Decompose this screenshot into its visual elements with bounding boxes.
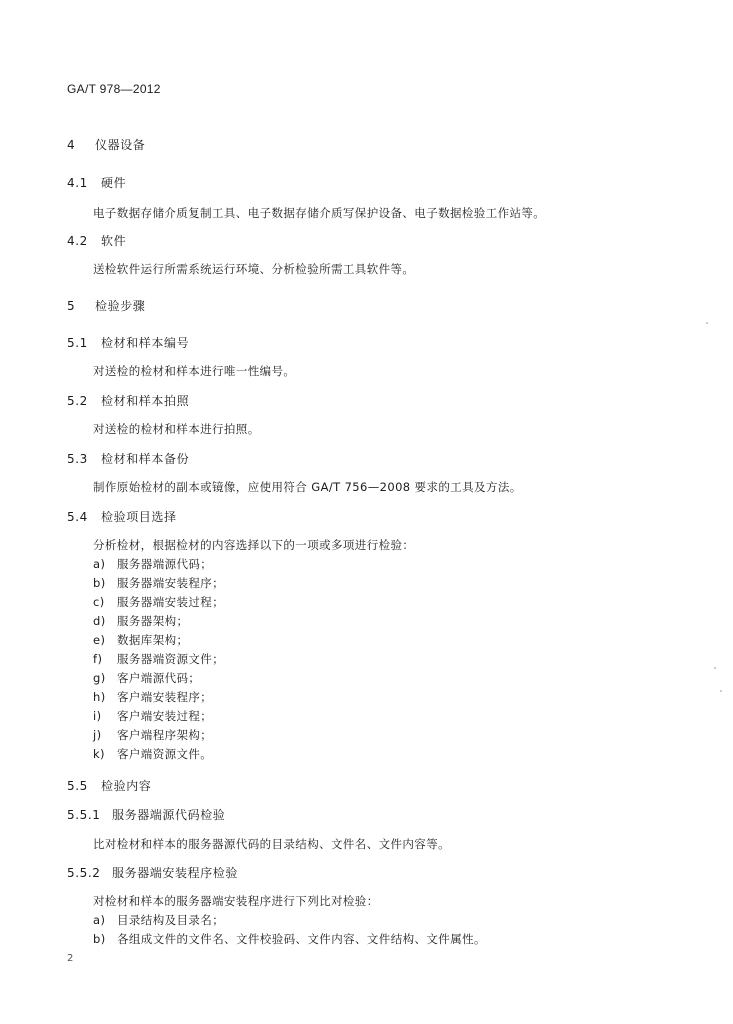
subsubsection-number: 5.5.1 bbox=[67, 808, 101, 822]
subsection-title: 检材和样本编号 bbox=[101, 336, 190, 350]
list-item-text: 数据库架构； bbox=[117, 633, 189, 647]
list-item bbox=[93, 556, 212, 572]
list-item-text: 各组成文件的文件名、文件校验码、文件内容、文件结构、文件属性。 bbox=[117, 932, 486, 946]
subsection-heading bbox=[67, 777, 151, 794]
list-item-text: 客户端程序架构； bbox=[117, 728, 213, 742]
list-item bbox=[93, 632, 188, 648]
paragraph: 分析检材，根据检材的内容选择以下的一项或多项进行检验： bbox=[93, 538, 415, 552]
list-item-marker: e) bbox=[93, 633, 106, 647]
list-item-marker: b) bbox=[93, 576, 106, 590]
list-item-marker: d) bbox=[93, 614, 106, 628]
list-item bbox=[93, 931, 486, 947]
list-item-text: 服务器端安装程序； bbox=[117, 576, 225, 590]
paragraph: 送检软件运行所需系统运行环境、分析检验所需工具软件等。 bbox=[93, 262, 415, 276]
scan-speck bbox=[720, 690, 722, 692]
list-item-text: 客户端安装过程； bbox=[117, 709, 213, 723]
subsubsection-number: 5.5.2 bbox=[67, 866, 101, 880]
list-item-text: 服务器端资源文件； bbox=[117, 652, 225, 666]
list-item bbox=[93, 708, 212, 724]
subsection-heading bbox=[67, 392, 189, 409]
list-item bbox=[93, 670, 200, 686]
subsubsection-title: 服务器端源代码检验 bbox=[112, 808, 226, 822]
section-heading bbox=[67, 297, 145, 314]
list-item bbox=[93, 689, 212, 705]
paragraph: 制作原始检材的副本或镜像，应使用符合 GA/T 756—2008 要求的工具及方法。 bbox=[93, 480, 522, 494]
list-item-marker: a) bbox=[93, 557, 106, 571]
scan-speck bbox=[714, 667, 716, 669]
subsection-heading bbox=[67, 450, 189, 467]
list-item-text: 服务器端安装过程； bbox=[117, 595, 225, 609]
paragraph: 对送检的检材和样本进行唯一性编号。 bbox=[93, 364, 296, 378]
section-number: 4 bbox=[67, 138, 76, 152]
list-item bbox=[93, 746, 212, 762]
list-item-text: 客户端安装程序； bbox=[117, 690, 213, 704]
list-item bbox=[93, 912, 224, 928]
subsection-number: 5.5 bbox=[67, 779, 88, 793]
standard-code: GA/T 978—2012 bbox=[67, 82, 161, 96]
list-item bbox=[93, 594, 224, 610]
list-item bbox=[93, 651, 224, 667]
subsection-title: 检材和样本拍照 bbox=[101, 394, 190, 408]
list-item-text: 客户端资源文件。 bbox=[117, 747, 213, 761]
subsection-title: 检验内容 bbox=[101, 779, 152, 793]
list-item bbox=[93, 575, 224, 591]
subsection-number: 5.4 bbox=[67, 510, 88, 524]
list-item-marker: a) bbox=[93, 913, 106, 927]
list-item bbox=[93, 727, 212, 743]
section-heading bbox=[67, 136, 145, 153]
list-item bbox=[93, 613, 188, 629]
subsection-heading bbox=[67, 334, 189, 351]
section-title: 检验步骤 bbox=[95, 299, 146, 313]
list-item-marker: g) bbox=[93, 671, 106, 685]
list-item-text: 服务器端源代码； bbox=[117, 557, 213, 571]
subsubsection-heading bbox=[67, 864, 238, 881]
subsection-heading bbox=[67, 232, 126, 249]
section-number: 5 bbox=[67, 299, 76, 313]
subsubsection-title: 服务器端安装程序检验 bbox=[112, 866, 239, 880]
paragraph: 对送检的检材和样本进行拍照。 bbox=[93, 422, 260, 436]
subsection-number: 4.1 bbox=[67, 176, 88, 190]
section-title: 仪器设备 bbox=[95, 138, 146, 152]
subsection-number: 4.2 bbox=[67, 234, 88, 248]
subsection-heading bbox=[67, 174, 126, 191]
list-item-text: 目录结构及目录名； bbox=[117, 913, 225, 927]
subsection-title: 检验项目选择 bbox=[101, 510, 177, 524]
subsection-title: 软件 bbox=[101, 234, 127, 248]
subsection-heading bbox=[67, 508, 177, 525]
list-item-marker: f) bbox=[93, 652, 103, 666]
list-item-text: 客户端源代码； bbox=[117, 671, 201, 685]
subsection-number: 5.1 bbox=[67, 336, 88, 350]
scan-speck bbox=[706, 322, 708, 324]
list-item-marker: k) bbox=[93, 747, 105, 761]
list-item-marker: b) bbox=[93, 932, 106, 946]
subsubsection-heading bbox=[67, 806, 225, 823]
paragraph: 对检材和样本的服务器端安装程序进行下列比对检验： bbox=[93, 894, 379, 908]
subsection-title: 检材和样本备份 bbox=[101, 452, 190, 466]
subsection-number: 5.3 bbox=[67, 452, 88, 466]
list-item-marker: i) bbox=[93, 709, 102, 723]
list-item-marker: h) bbox=[93, 690, 106, 704]
subsection-title: 硬件 bbox=[101, 176, 127, 190]
paragraph: 电子数据存储介质复制工具、电子数据存储介质写保护设备、电子数据检验工作站等。 bbox=[93, 206, 546, 220]
list-item-marker: c) bbox=[93, 595, 105, 609]
subsection-number: 5.2 bbox=[67, 394, 88, 408]
page-number: 2 bbox=[67, 953, 74, 964]
list-item-marker: j) bbox=[93, 728, 102, 742]
paragraph: 比对检材和样本的服务器源代码的目录结构、文件名、文件内容等。 bbox=[93, 837, 450, 851]
list-item-text: 服务器架构； bbox=[117, 614, 189, 628]
